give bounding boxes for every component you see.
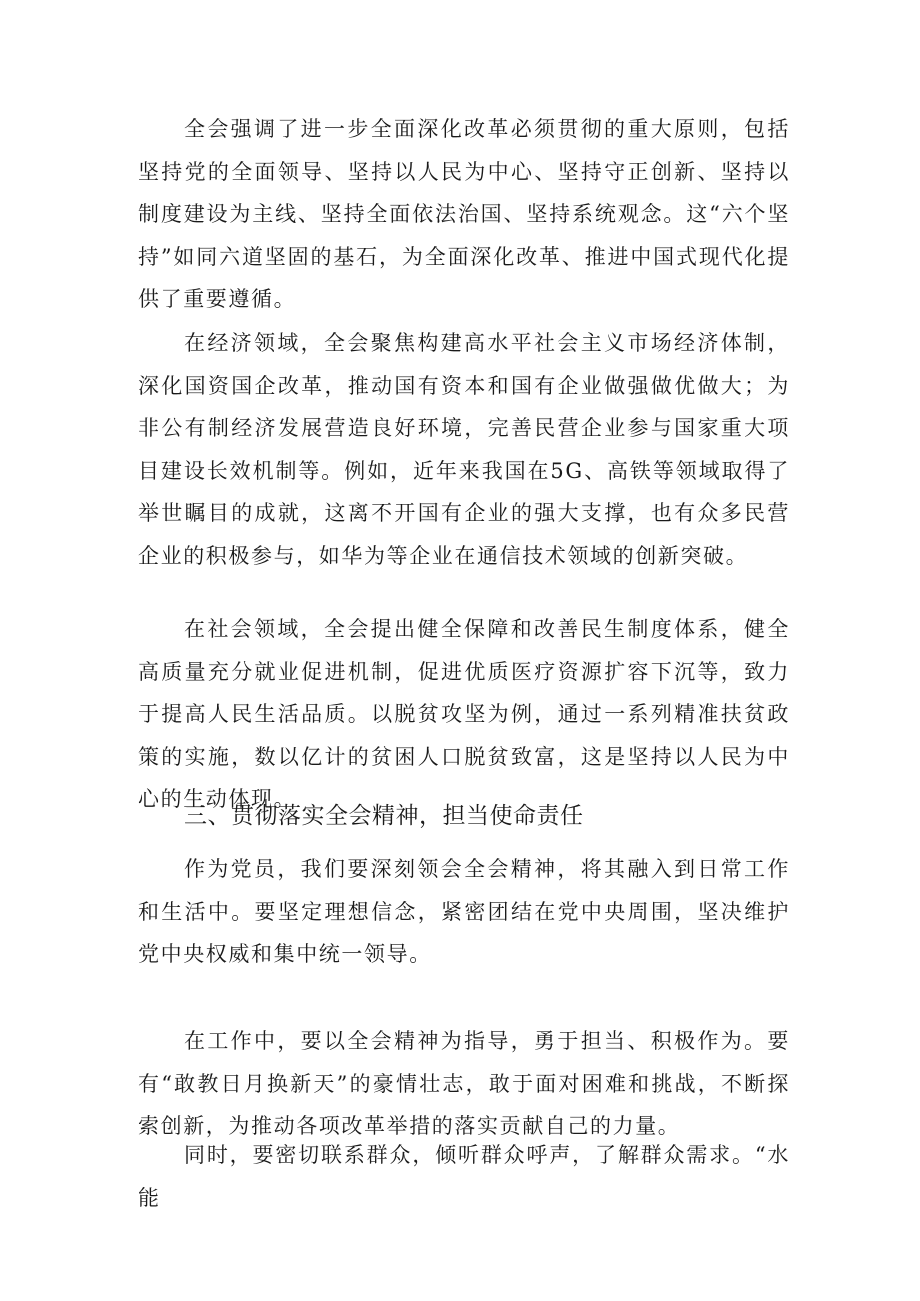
paragraph-society: 在社会领域，全会提出健全保障和改善民生制度体系，健全高质量充分就业促进机制，促进优质医疗资源扩容下沉等，致力于提高人民生活品质。以脱贫攻坚为例，通过一系列精准扶贫政策的实施，数以亿计的贫困人口脱贫致富，这是坚持以人民为中心的生动体现。 — [138, 617, 790, 811]
paragraph-party-member: 作为党员，我们要深刻领会全会精神，将其融入到日常工作和生活中。要坚定理想信念，紧密团结在党中央周围，坚决维护党中央权威和集中统一领导。 — [138, 857, 790, 966]
paragraph-principles: 全会强调了进一步全面深化改革必须贯彻的重大原则，包括坚持党的全面领导、坚持以人民为中心、坚持守正创新、坚持以制度建设为主线、坚持全面依法治国、坚持系统观念。这“六个坚持”如同六道坚固的基石，为全面深化改革、推进中国式现代化提供了重要遵循。 — [138, 117, 790, 311]
paragraph-work: 在工作中，要以全会精神为指导，勇于担当、积极作为。要有“敢教日月换新天”的豪情壮志，敢于面对困难和挑战，不断探索创新，为推动各项改革举措的落实贡献自己的力量。 — [138, 1029, 790, 1138]
section-heading: 三、贯彻落实全会精神，担当使命责任 — [184, 803, 584, 829]
paragraph-masses: 同时，要密切联系群众，倾听群众呼声，了解群众需求。“水能 — [138, 1143, 790, 1210]
paragraph-economy: 在经济领域，全会聚焦构建高水平社会主义市场经济体制，深化国资国企改革，推动国有资本和国有企业做强做优做大；为非公有制经济发展营造良好环境，完善民营企业参与国家重大项目建设长效机制等。例如，近年来我国在5G、高铁等领域取得了举世瞩目的成就，这离不开国有企业的强大支撑，也有众多民营企业的积极参与，如华为等企业在通信技术领域的创新突破。 — [138, 331, 790, 568]
